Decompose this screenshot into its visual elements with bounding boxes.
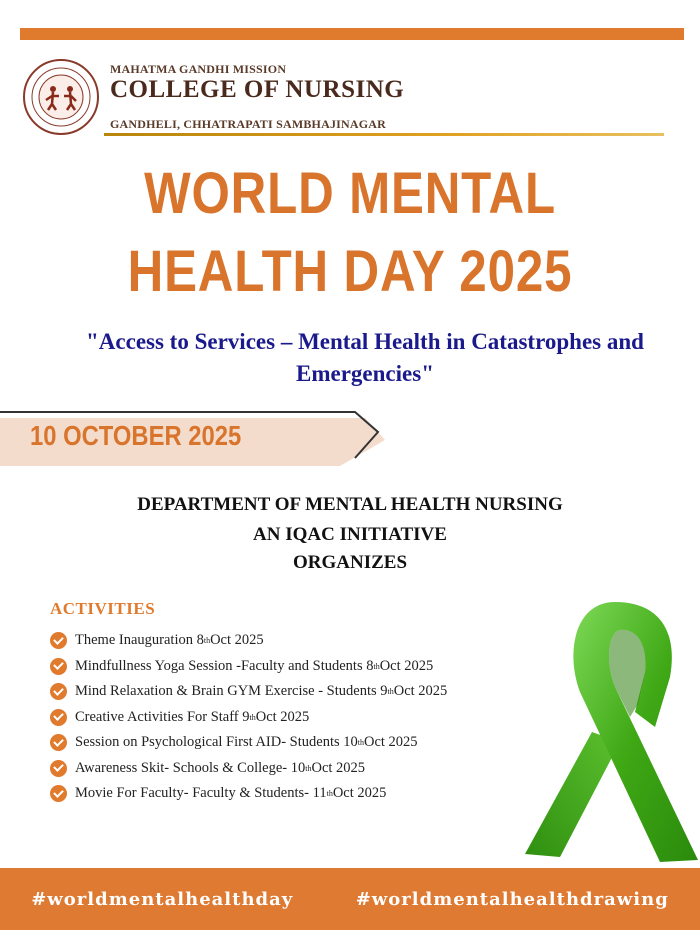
check-icon <box>50 658 67 675</box>
institution-name: MAHATMA GANDHI MISSION <box>110 62 287 76</box>
activities-heading: ACTIVITIES <box>50 599 156 618</box>
list-item: Mindfullness Yoga Session -Faculty and Students 8 th Oct 2025 <box>50 654 447 680</box>
list-item: Theme Inauguration 8 th Oct 2025 <box>50 628 447 654</box>
header-divider <box>104 133 664 136</box>
list-item: Session on Psychological First AID- Students 10 th Oct 2025 <box>50 730 447 756</box>
check-icon <box>50 760 67 777</box>
organizer-department: DEPARTMENT OF MENTAL HEALTH NURSING <box>137 494 563 515</box>
hashtag-worldmentalhealthday: #worldmentalhealthday <box>31 888 294 910</box>
event-title-line2: HEALTH DAY 2025 <box>127 239 573 304</box>
event-theme <box>40 326 690 390</box>
event-title-line1: WORLD MENTAL <box>144 161 556 226</box>
check-icon <box>50 709 67 726</box>
college-name: COLLEGE OF NURSING <box>110 76 405 103</box>
footer-hashtag-bar <box>0 868 700 930</box>
green-awareness-ribbon-icon <box>520 592 700 870</box>
theme-line1: "Access to Services – Mental Health in Catastrophes and <box>86 329 644 354</box>
organizer-initiative: AN IQAC INITIATIVE <box>253 524 447 545</box>
hashtag-worldmentalhealthdrawing: #worldmentalhealthdrawing <box>355 888 669 910</box>
theme-line2: Emergencies" <box>296 361 434 386</box>
list-item: Awareness Skit- Schools & College- 10 th Oct 2025 <box>50 756 447 782</box>
check-icon <box>50 632 67 649</box>
college-seal-icon <box>22 58 100 136</box>
top-accent-bar <box>20 28 684 40</box>
list-item: Creative Activities For Staff 9 th Oct 2025 <box>50 705 447 731</box>
check-icon <box>50 785 67 802</box>
check-icon <box>50 734 67 751</box>
college-location: GANDHELI, CHHATRAPATI SAMBHAJINAGAR <box>110 117 387 131</box>
event-date: 10 OCTOBER 2025 <box>30 420 242 451</box>
check-icon <box>50 683 67 700</box>
list-item: Movie For Faculty- Faculty & Students- 11 th Oct 2025 <box>50 781 447 807</box>
list-item: Mind Relaxation & Brain GYM Exercise - Students 9 th Oct 2025 <box>50 679 447 705</box>
organizer-organizes: ORGANIZES <box>292 552 408 573</box>
activity-list <box>50 628 447 807</box>
